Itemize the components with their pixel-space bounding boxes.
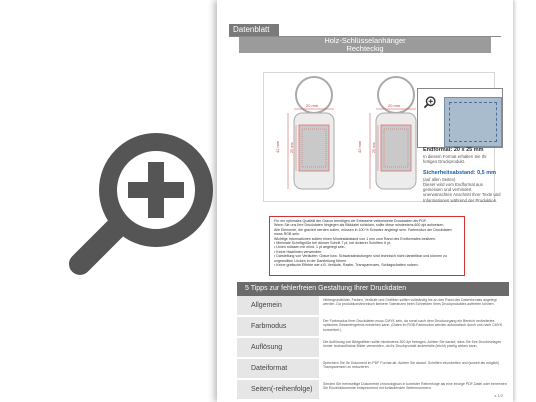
warning-line: • Minimale Schriftgröße bei dünner Schrift 7 pt, bei dickerer Schriften 6 pt. [274, 241, 392, 246]
tip-row [237, 359, 509, 379]
tip-row [237, 380, 509, 400]
dim-inner-a: 25 mm [290, 142, 294, 153]
page-number: s.1/2 [494, 393, 503, 398]
warning-line: • Darstellung von Verläufen: Graue bzw. Schwarzabstufungen sind technisch nicht darstellbar und können zu ungewollten Lücken in der Darstellung führen. [274, 254, 447, 263]
tip-row [237, 338, 509, 358]
tip-label: Seiten(-reihenfolge) [237, 380, 319, 399]
product-title-line1: Holz-Schlüsselanhänger [324, 36, 406, 45]
warning-line: • Linien müssen mit mind. 1 pt angelegt sein. [274, 245, 346, 250]
safety-title: Sicherheitsabstand: 0,5 mm [423, 169, 497, 176]
datasheet-page [217, 0, 513, 402]
tip-text: Die Auflösung von Bildgrafiken sollte mindestens 300 dpi betragen. Achten Sie darauf, dass Sie Ihre Druckvorlagen immer hochauflösbar Bilder verwenden, da Ihr Druckprodukt andernfalls (leicht) pixelig wirken kann. [323, 340, 502, 349]
tip-text: Senden Sie mehrseitige Dokumente chronologisch in korrekter Reihenfolge als eine einzige PDF-Datei oder benennen Sie Einzeldokumente entsprechend mit fortlaufenden Seitennummern. [323, 382, 507, 391]
dim-height-b: 42 mm [357, 140, 362, 153]
warning-line: Wenn Sie uns Ihre Druckdaten hingegen als Bilddatei schicken, sollte diese mindestens 600 dpi aufweisen. [274, 223, 445, 228]
endformat-text: In diesem Format erhalten Sie Ihr fertiges Druckprodukt. [423, 154, 487, 165]
tip-label: Dateiformat [237, 359, 319, 378]
product-title [229, 37, 501, 53]
warning-box [269, 216, 465, 276]
warning-line: Wichtige Informationen sollten einen Mindestabstand von 1 mm zum Rand des Endformates besitzen. [274, 236, 437, 241]
dim-height-a: 42 mm [275, 140, 280, 153]
datasheet-label: Datenblatt [229, 24, 279, 36]
tip-label: Allgemein [237, 296, 319, 315]
format-info [423, 148, 501, 203]
dim-width-b: 20 mm [388, 103, 401, 108]
endformat-title: Endformat: 20 x 25 mm [423, 147, 484, 153]
tips-heading: 5 Tipps zur fehlerfreien Gestaltung Ihrer Druckdaten [237, 282, 509, 296]
warning-line: • Keine Haarlinien verwenden. [274, 249, 323, 254]
tip-row [237, 296, 509, 316]
tip-row [237, 317, 509, 337]
dim-inner-b: 25 mm [372, 142, 376, 153]
warning-line: Alle Elemente, die graviert werden sollen, müssen in 100 % Schwarz angelegt sein. Farbmodus der Druckdaten muss RGB sein. [274, 227, 452, 237]
zoom-in-icon[interactable] [68, 118, 228, 278]
tip-text: Der Farbmodus Ihrer Druckdaten muss CMYK sein, da sonst nach dem Druckvorgang ein Bereich verändertes optisches Gesamtergebnis entstehen kann. (Daten im RGB-Farbmodus werden automatisch durch uns nach CMYK konvertiert.) [323, 319, 503, 332]
zoom-small-icon[interactable] [423, 95, 437, 109]
safety-sub: (auf allen Seiten) [423, 176, 456, 182]
dim-width-a: 20 mm [306, 103, 319, 108]
tip-label: Farbmodus [237, 317, 319, 336]
warning-line: Für ein optimales Qualität der Gravur benötigen wir Erfassene vektorisierte Druckdaten als PDF. [274, 219, 427, 223]
warning-line: • Keine grafische Effekte wie z.B. Verläufe, Raster, Transparenzen, Schlagschatten nutzen. [274, 263, 419, 268]
tip-text: Hintergrundbilder, Farben, Verläufe und Grafiken sollten vollständig bis an den Rand des Datenformats angelegt werden. Da produktionstechnisch kleinere Toleranzen beim Schneiden Ihres Druckproduktes auftreten können. [323, 298, 497, 307]
tip-label: Auflösung [237, 338, 319, 357]
tip-text: Speichern Sie Ihr Dokument im PDF Format ab. Achten Sie darauf, Schriften einzubetten und (soweit als möglich) Transparenzen zu reduzieren. [323, 361, 500, 370]
safety-text: Dieser wird vom Endformat aus gemessen und verhindert unerwünschten Anschnitt Ihrer Texte und Informationen während der Produktion. [423, 182, 501, 203]
product-title-line2: Rechteckig [346, 44, 384, 53]
